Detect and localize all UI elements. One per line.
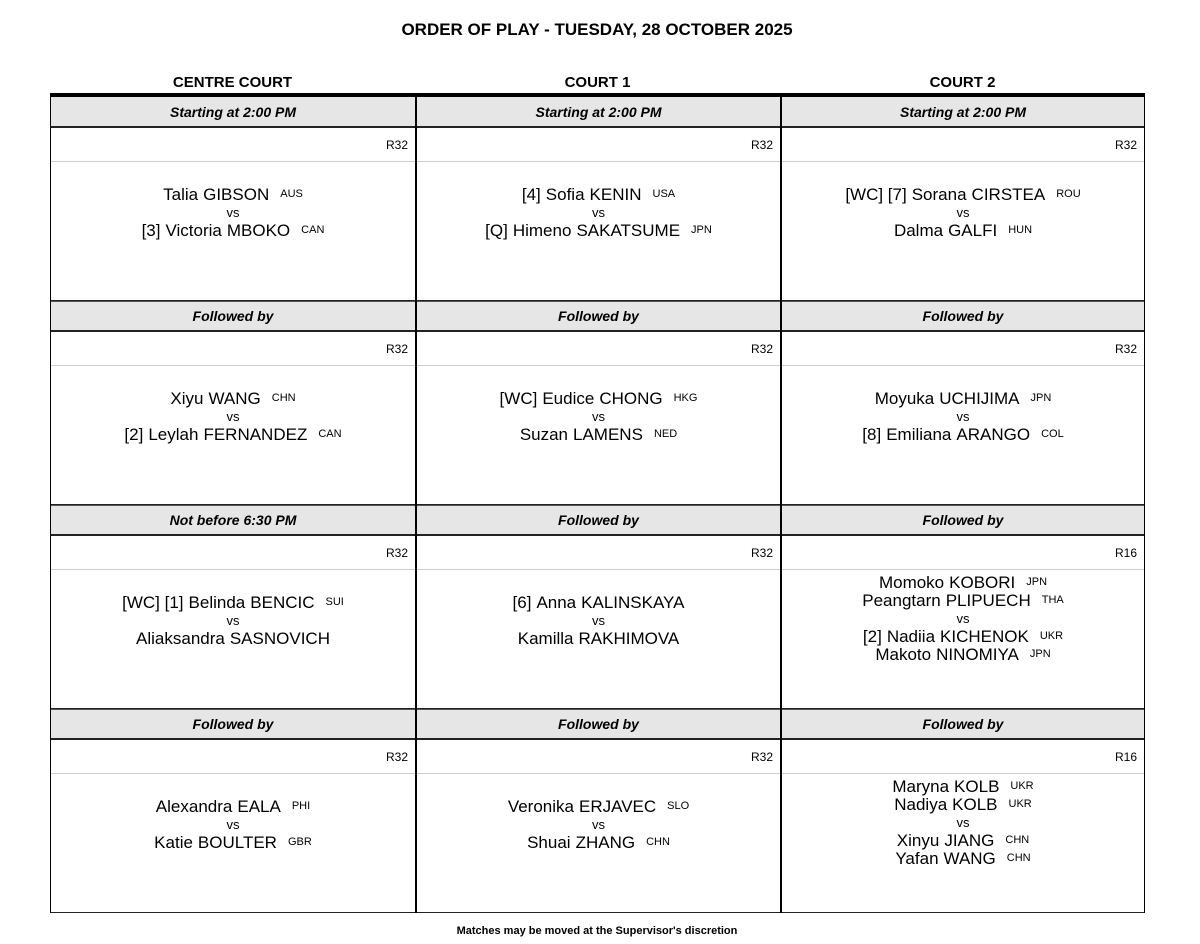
player-last-name: WANG bbox=[208, 389, 261, 408]
round-label: R32 bbox=[51, 332, 415, 366]
player-first-name: Veronika bbox=[507, 797, 574, 816]
vs-label: vs bbox=[956, 611, 970, 626]
player-name bbox=[875, 646, 1050, 664]
schedule-grid bbox=[50, 97, 1145, 913]
player-first-name: Leylah bbox=[148, 425, 199, 444]
player-seed: [3] bbox=[141, 221, 161, 240]
player-last-name: ZHANG bbox=[575, 833, 636, 852]
slot-time-header: Not before 6:30 PM bbox=[51, 505, 415, 536]
match-cell bbox=[51, 774, 415, 913]
player-last-name: KICHENOK bbox=[940, 627, 1029, 646]
player-last-name: ARANGO bbox=[956, 425, 1031, 444]
player-first-name: Anna bbox=[536, 593, 577, 612]
player-seed: [2] bbox=[124, 425, 144, 444]
player-first-name: Xinyu bbox=[896, 831, 940, 850]
player-nationality: CAN bbox=[318, 428, 342, 440]
player-nationality: JPN bbox=[1026, 576, 1048, 588]
match-cell bbox=[782, 774, 1144, 913]
player-last-name: KOLB bbox=[954, 777, 1000, 796]
vs-label: vs bbox=[226, 613, 240, 628]
player-first-name: Victoria bbox=[165, 221, 222, 240]
court-column bbox=[415, 97, 780, 913]
player-name bbox=[527, 834, 670, 852]
player-last-name: NINOMIYA bbox=[936, 645, 1019, 664]
player-seed: [2] bbox=[862, 627, 882, 646]
round-label: R16 bbox=[782, 536, 1144, 570]
player-last-name: KENIN bbox=[589, 185, 642, 204]
player-first-name: Katie bbox=[154, 833, 193, 852]
player-name bbox=[892, 778, 1033, 796]
slot-time-header: Followed by bbox=[782, 709, 1144, 740]
round-label: R32 bbox=[51, 536, 415, 570]
court-column bbox=[780, 97, 1145, 913]
round-label: R32 bbox=[782, 128, 1144, 162]
player-name bbox=[508, 798, 689, 816]
player-last-name: BENCIC bbox=[250, 593, 315, 612]
player-first-name: Maryna bbox=[892, 777, 950, 796]
player-nationality: CHN bbox=[271, 392, 296, 404]
vs-label: vs bbox=[592, 409, 605, 424]
slot-time-header: Followed by bbox=[417, 301, 780, 332]
slot-time-header: Starting at 2:00 PM bbox=[51, 97, 415, 128]
player-nationality: UKR bbox=[1010, 780, 1034, 792]
player-name bbox=[879, 574, 1047, 592]
player-seed: [8] bbox=[862, 425, 882, 444]
round-label: R32 bbox=[782, 332, 1144, 366]
player-last-name: GIBSON bbox=[203, 185, 270, 204]
player-nationality: USA bbox=[652, 188, 676, 200]
player-nationality: GBR bbox=[287, 836, 312, 848]
player-first-name: Aliaksandra bbox=[136, 629, 225, 648]
round-label: R32 bbox=[51, 128, 415, 162]
player-name bbox=[522, 186, 675, 204]
vs-label: vs bbox=[956, 409, 970, 424]
match-cell bbox=[782, 570, 1144, 709]
vs-label: vs bbox=[956, 205, 970, 220]
round-label: R32 bbox=[417, 740, 780, 774]
player-last-name: SASNOVICH bbox=[229, 629, 330, 648]
match-cell bbox=[51, 366, 415, 505]
player-name bbox=[895, 850, 1030, 868]
vs-label: vs bbox=[226, 409, 240, 424]
round-label: R32 bbox=[417, 536, 780, 570]
match-cell bbox=[417, 366, 780, 505]
vs-label: vs bbox=[592, 205, 605, 220]
player-seed: [Q] bbox=[485, 221, 508, 240]
player-first-name: Nadiya bbox=[894, 795, 948, 814]
player-last-name: RAKHIMOVA bbox=[578, 629, 680, 648]
player-last-name: FERNANDEZ bbox=[203, 425, 308, 444]
vs-label: vs bbox=[956, 815, 970, 830]
player-name bbox=[136, 630, 330, 648]
player-nationality: CHN bbox=[1005, 834, 1030, 846]
player-nationality: UKR bbox=[1008, 798, 1032, 810]
player-last-name: JIANG bbox=[944, 831, 995, 850]
player-first-name: Moyuka bbox=[874, 389, 935, 408]
round-label: R32 bbox=[51, 740, 415, 774]
player-first-name: Belinda bbox=[188, 593, 246, 612]
player-first-name: Emiliana bbox=[886, 425, 952, 444]
player-name bbox=[122, 594, 344, 612]
player-last-name: ERJAVEC bbox=[579, 797, 657, 816]
player-name bbox=[894, 796, 1032, 814]
vs-label: vs bbox=[226, 205, 240, 220]
round-label: R32 bbox=[417, 128, 780, 162]
player-last-name: UCHIJIMA bbox=[939, 389, 1020, 408]
court-header-court-1: COURT 1 bbox=[564, 74, 631, 91]
player-name bbox=[170, 390, 295, 408]
player-name bbox=[518, 630, 680, 648]
match-cell bbox=[417, 162, 780, 301]
player-nationality: NED bbox=[653, 428, 678, 440]
player-nationality: PHI bbox=[291, 800, 311, 812]
player-first-name: Peangtarn bbox=[862, 591, 941, 610]
player-name bbox=[862, 426, 1063, 444]
player-nationality: JPN bbox=[1029, 648, 1051, 660]
player-first-name: Momoko bbox=[878, 573, 945, 592]
player-first-name: Makoto bbox=[875, 645, 932, 664]
vs-label: vs bbox=[226, 817, 240, 832]
player-first-name: Sorana bbox=[911, 185, 967, 204]
player-nationality: JPN bbox=[1030, 392, 1052, 404]
player-name bbox=[520, 426, 677, 444]
slot-time-header: Followed by bbox=[51, 709, 415, 740]
player-name bbox=[862, 592, 1063, 610]
match-cell bbox=[417, 774, 780, 913]
slot-time-header: Followed by bbox=[782, 505, 1144, 536]
player-nationality: CHN bbox=[646, 836, 670, 848]
player-nationality: UKR bbox=[1039, 630, 1064, 642]
player-nationality: ROU bbox=[1056, 188, 1081, 200]
player-first-name: Dalma bbox=[893, 221, 944, 240]
player-nationality: CAN bbox=[301, 224, 325, 236]
player-nationality: AUS bbox=[280, 188, 303, 200]
player-name bbox=[897, 832, 1029, 850]
player-last-name: CHONG bbox=[599, 389, 663, 408]
match-cell bbox=[51, 570, 415, 709]
slot-time-header: Followed by bbox=[417, 709, 780, 740]
player-first-name: Sofia bbox=[545, 185, 585, 204]
player-first-name: Alexandra bbox=[155, 797, 233, 816]
player-nationality: HUN bbox=[1008, 224, 1033, 236]
player-first-name: Suzan bbox=[519, 425, 569, 444]
player-last-name: BOULTER bbox=[197, 833, 277, 852]
player-last-name: EALA bbox=[237, 797, 281, 816]
player-name bbox=[513, 594, 685, 612]
player-nationality: SLO bbox=[667, 800, 690, 812]
slot-time-header: Followed by bbox=[782, 301, 1144, 332]
player-last-name: KALINSKAYA bbox=[581, 593, 685, 612]
player-last-name: SAKATSUME bbox=[576, 221, 681, 240]
player-nationality: CHN bbox=[1006, 852, 1031, 864]
court-header-centre: CENTRE COURT bbox=[172, 74, 293, 91]
slot-time-header: Followed by bbox=[417, 505, 780, 536]
player-name bbox=[124, 426, 341, 444]
player-name bbox=[156, 798, 310, 816]
player-first-name: Talia bbox=[163, 185, 199, 204]
player-name bbox=[142, 222, 325, 240]
page-title: ORDER OF PLAY - TUESDAY, 28 OCTOBER 2025 bbox=[401, 20, 793, 39]
player-seed: [WC] [1] bbox=[122, 593, 184, 612]
player-name bbox=[154, 834, 312, 852]
match-cell bbox=[782, 366, 1144, 505]
player-nationality: THA bbox=[1041, 594, 1064, 606]
player-name bbox=[875, 390, 1052, 408]
player-last-name: WANG bbox=[943, 849, 996, 868]
player-name bbox=[163, 186, 303, 204]
round-label: R32 bbox=[417, 332, 780, 366]
match-cell bbox=[51, 162, 415, 301]
match-cell bbox=[417, 570, 780, 709]
player-nationality: JPN bbox=[691, 224, 712, 236]
player-last-name: MBOKO bbox=[226, 221, 291, 240]
player-seed: [6] bbox=[512, 593, 532, 612]
vs-label: vs bbox=[592, 613, 605, 628]
court-column bbox=[50, 97, 415, 913]
player-first-name: Yafan bbox=[895, 849, 939, 868]
match-cell bbox=[782, 162, 1144, 301]
footer-note: Matches may be moved at the Supervisor's discretion bbox=[456, 925, 738, 937]
player-name bbox=[894, 222, 1032, 240]
player-nationality: HKG bbox=[673, 392, 698, 404]
player-seed: [WC] bbox=[499, 389, 538, 408]
player-seed: [WC] [7] bbox=[845, 185, 907, 204]
player-name bbox=[500, 390, 698, 408]
slot-time-header: Starting at 2:00 PM bbox=[782, 97, 1144, 128]
player-nationality: COL bbox=[1041, 428, 1064, 440]
round-label: R16 bbox=[782, 740, 1144, 774]
player-first-name: Xiyu bbox=[170, 389, 204, 408]
player-first-name: Nadiia bbox=[886, 627, 936, 646]
player-nationality: SUI bbox=[325, 596, 344, 608]
player-last-name: GALFI bbox=[948, 221, 998, 240]
player-last-name: PLIPUECH bbox=[945, 591, 1031, 610]
player-last-name: KOBORI bbox=[949, 573, 1016, 592]
court-headers bbox=[50, 74, 1145, 91]
player-first-name: Himeno bbox=[512, 221, 572, 240]
player-last-name: KOLB bbox=[952, 795, 998, 814]
court-header-court-2: COURT 2 bbox=[929, 74, 996, 91]
player-name bbox=[485, 222, 712, 240]
player-last-name: LAMENS bbox=[573, 425, 643, 444]
slot-time-header: Starting at 2:00 PM bbox=[417, 97, 780, 128]
player-first-name: Eudice bbox=[542, 389, 595, 408]
slot-time-header: Followed by bbox=[51, 301, 415, 332]
player-seed: [4] bbox=[521, 185, 541, 204]
player-first-name: Kamilla bbox=[517, 629, 574, 648]
player-name bbox=[845, 186, 1080, 204]
vs-label: vs bbox=[592, 817, 605, 832]
player-first-name: Shuai bbox=[527, 833, 571, 852]
player-name bbox=[863, 628, 1063, 646]
player-last-name: CIRSTEA bbox=[971, 185, 1046, 204]
